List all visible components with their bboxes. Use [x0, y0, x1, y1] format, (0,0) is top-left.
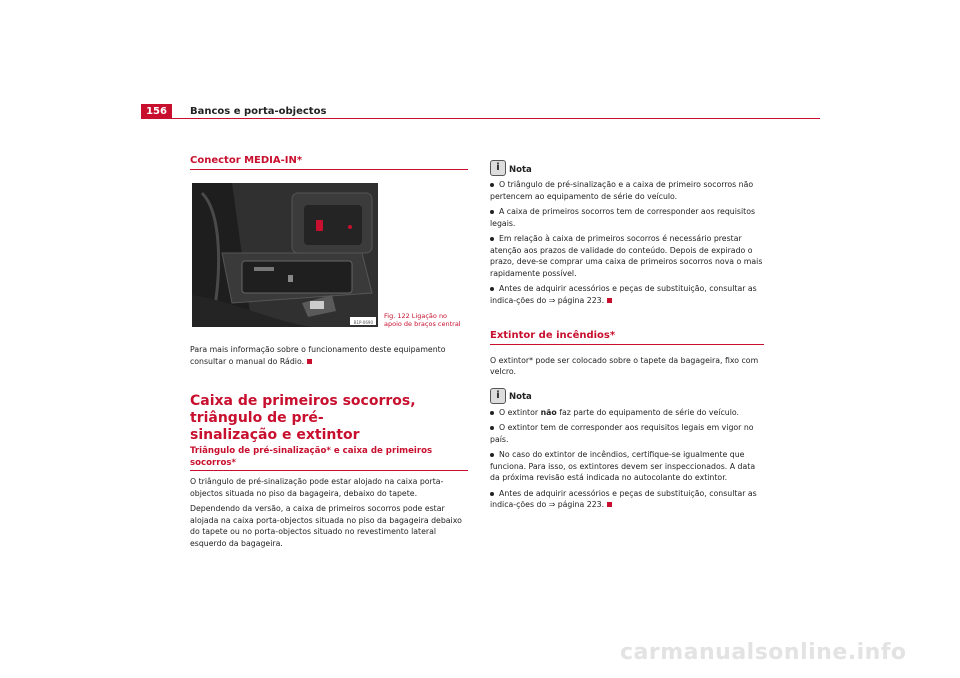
end-of-section-mark	[607, 502, 612, 507]
armrest-photo	[192, 183, 378, 327]
figure-caption	[384, 312, 461, 328]
note1-item-text: Antes de adquirir acessórios e peças de substituição, consultar as indica-ções do ⇒ página 223.	[490, 284, 757, 305]
note2-item-text: Antes de adquirir acessórios e peças de substituição, consultar as indica-ções do ⇒ página 223.	[490, 488, 757, 509]
main-section	[190, 393, 468, 553]
media-in-text: Para mais informação sobre o funcionamento deste equipamento consultar o manual do Rádio.	[190, 345, 446, 366]
left-column	[190, 155, 468, 170]
bullet-icon	[490, 453, 494, 457]
bullet-icon	[490, 237, 494, 241]
note2-item	[490, 407, 764, 419]
note1-item	[490, 233, 764, 279]
note-label-2: Nota	[509, 392, 532, 402]
note-label-1: Nota	[509, 164, 532, 175]
note1-item-text: O triângulo de pré-sinalização e a caixa de primeiro socorros não pertencem ao equipamento de série do veículo.	[490, 180, 754, 201]
figure-caption-line1: Fig. 122 Ligação no	[384, 312, 448, 320]
note2-item	[490, 422, 764, 445]
page-number: 156	[141, 104, 172, 119]
note2-item-bold: não	[540, 407, 557, 417]
bullet-icon	[490, 411, 494, 415]
figure-code: B1P-0690	[353, 320, 373, 325]
running-title: Bancos e porta-objectos	[190, 106, 327, 117]
note2-item	[490, 449, 764, 484]
note-info-icon: i	[490, 160, 506, 176]
note1-item	[490, 206, 764, 229]
note-heading-2	[490, 388, 764, 404]
section-title-media-in: Conector MEDIA-IN*	[190, 155, 468, 170]
end-of-section-mark	[607, 298, 612, 303]
note1-item	[490, 283, 764, 306]
bullet-icon	[490, 183, 494, 187]
bullet-icon	[490, 492, 494, 496]
media-in-paragraph	[190, 344, 468, 367]
triangle-paragraph: O triângulo de pré-sinalização pode estar alojado na caixa porta-objectos situada no piso da bagageira, debaixo do tapete.	[190, 477, 444, 498]
end-of-section-mark	[307, 359, 312, 364]
bullet-icon	[490, 287, 494, 291]
extinguisher-paragraph: O extintor* pode ser colocado sobre o tapete da bagageira, fixo com velcro.	[490, 355, 759, 376]
main-title-line2: sinalização e extintor	[190, 427, 360, 443]
note-info-icon: i	[490, 388, 506, 404]
note2-item-text-pre: O extintor	[499, 407, 541, 417]
figure-caption-line2: apoio de braços central	[384, 320, 461, 328]
note1-item-text: A caixa de primeiros socorros tem de corresponder aos requisitos legais.	[490, 207, 756, 228]
figure-media-in-armrest	[192, 183, 378, 327]
main-title-line1: Caixa de primeiros socorros, triângulo de pré-	[190, 393, 416, 426]
watermark: carmanualsonline.info	[620, 640, 907, 665]
first-aid-paragraph: Dependendo da versão, a caixa de primeiros socorros pode estar alojada na caixa porta-objectos situada no piso da bagageira debaixo do tapete ou no porta-objectos situado no revestimento lateral esquerdo da bagageira.	[190, 504, 462, 548]
note2-item-text: No caso do extintor de incêndios, certifique-se igualmente que funciona. Para isso, os extintores devem ser inspeccionados. A data da próxima revisão está indicada no autocolante do extintor.	[490, 450, 756, 482]
note-heading-1	[490, 160, 764, 176]
section-title-extinguisher: Extintor de incêndios*	[490, 330, 764, 345]
right-column	[490, 160, 764, 515]
header-rule	[172, 118, 820, 119]
note2-item	[490, 488, 764, 511]
note1-item	[490, 179, 764, 202]
media-in-text-block	[190, 344, 468, 371]
note2-item-text: O extintor tem de corresponder aos requisitos legais em vigor no país.	[490, 423, 754, 444]
sub-title: Triângulo de pré-sinalização* e caixa de primeiros socorros*	[190, 446, 468, 471]
note1-item-text: Em relação à caixa de primeiros socorros é necessário prestar atenção aos prazos de validade do conteúdo. Depois de expirado o prazo, deve-se comprar uma caixa de primeiros socorros nova o mais rapidamente possível.	[490, 234, 763, 278]
bullet-icon	[490, 426, 494, 430]
bullet-icon	[490, 210, 494, 214]
note2-item-text-post: faz parte do equipamento de série do veículo.	[556, 407, 740, 417]
